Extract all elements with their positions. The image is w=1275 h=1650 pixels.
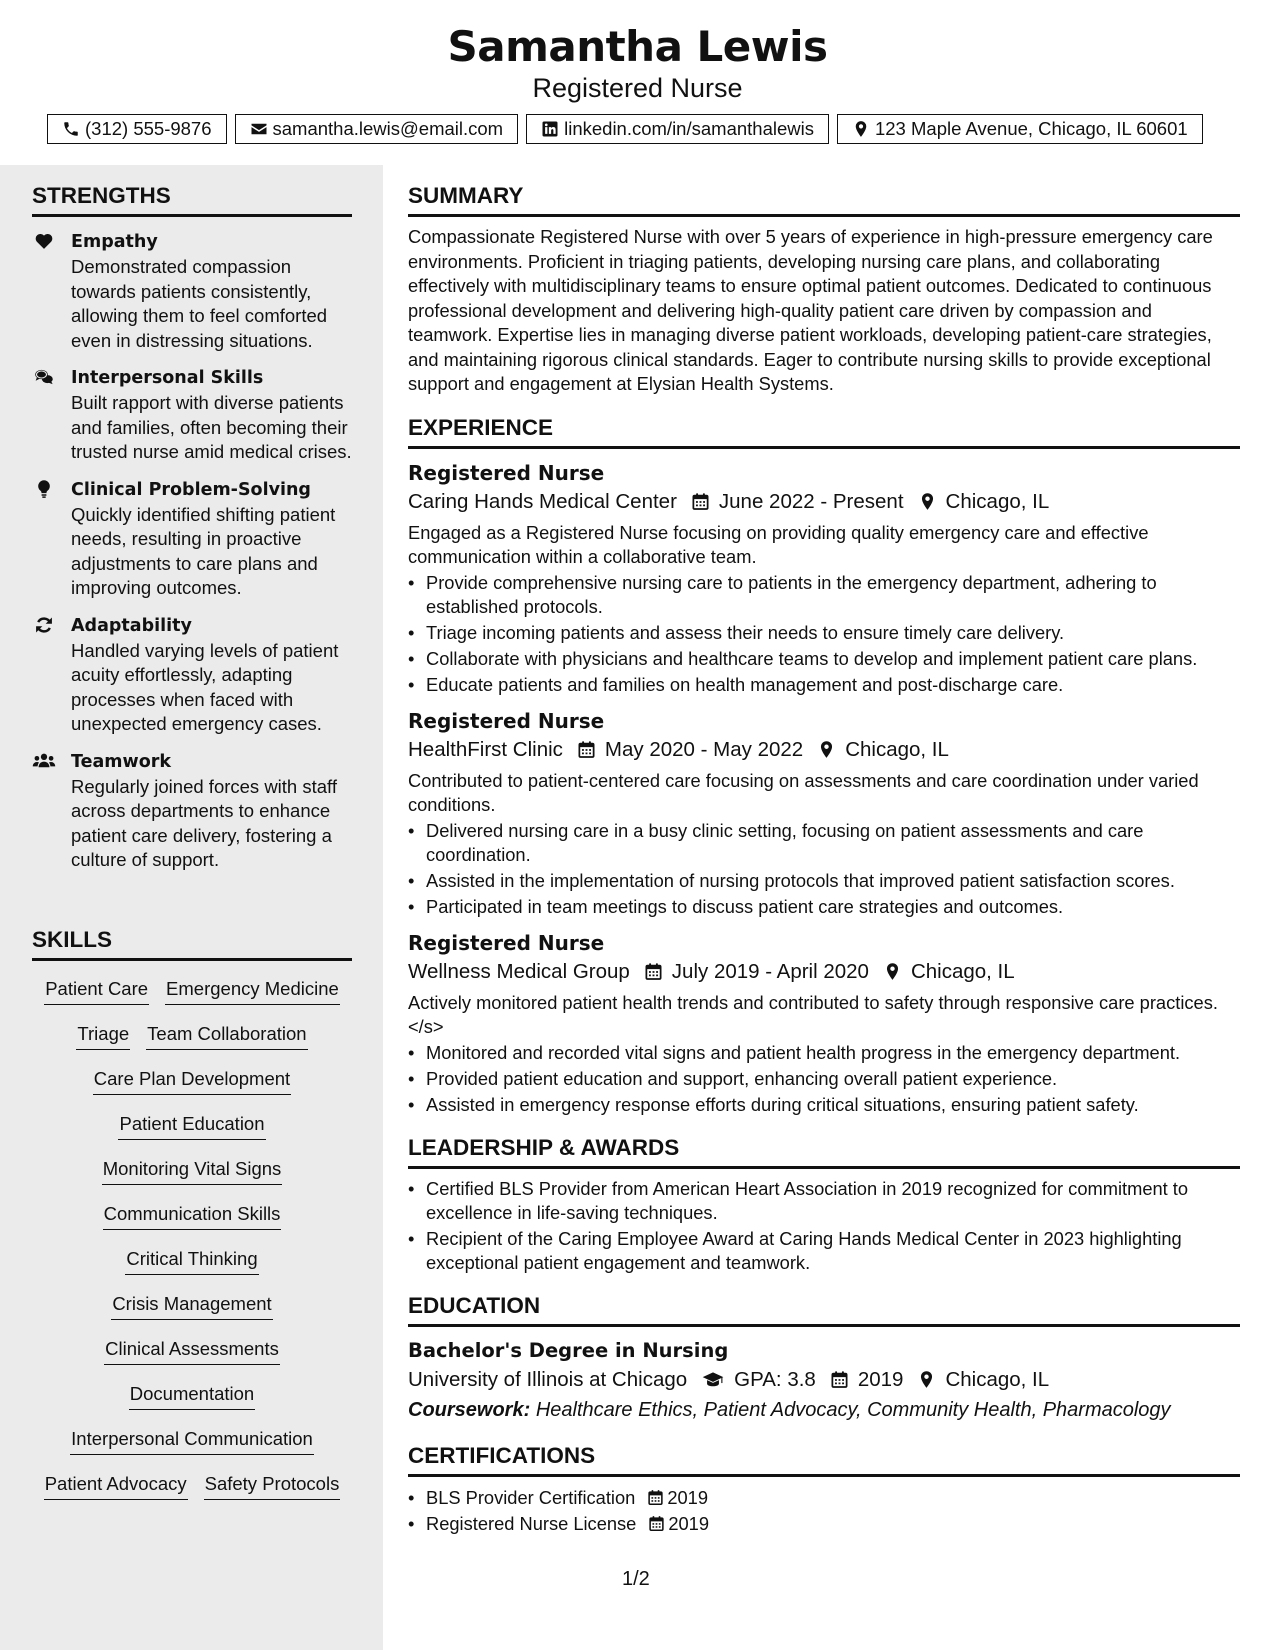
certification-year: 2019	[668, 1512, 710, 1534]
strength-title: Interpersonal Skills	[71, 368, 264, 388]
contact-linkedin-text: linkedin.com/in/samanthalewis	[564, 118, 814, 139]
skill-tag: Care Plan Development	[93, 1065, 291, 1095]
leadership-section	[408, 1135, 1240, 1275]
strengths-title: STRENGTHS	[32, 183, 352, 217]
strengths-section	[32, 183, 352, 873]
list-item: • Educate patients and families on health management and post-discharge care.	[408, 673, 1240, 697]
heart-icon	[32, 231, 56, 251]
skill-tag: Monitoring Vital Signs	[102, 1155, 283, 1185]
coursework	[408, 1395, 1240, 1425]
certification-list	[408, 1485, 1240, 1537]
list-item: • Provided patient education and support, enhancing overall patient experience.	[408, 1067, 1240, 1091]
strength-desc: Demonstrated compassion towards patients consistently, allowing them to feel comforted even in distressing situations.	[71, 256, 328, 351]
job-entry	[408, 707, 1240, 919]
coursework-label: Coursework:	[408, 1398, 531, 1421]
skill-tag: Interpersonal Communication	[70, 1425, 314, 1455]
list-item: • Triage incoming patients and assess their needs to ensure timely care delivery.	[408, 621, 1240, 645]
job-description: Contributed to patient-centered care focusing on assessments and care coordination under varied conditions.	[408, 769, 1199, 815]
skill-tags	[32, 975, 352, 1515]
skill-tag: Communication Skills	[103, 1200, 282, 1230]
strength-item	[32, 365, 352, 465]
calendar-icon	[644, 962, 663, 981]
certification-item	[408, 1485, 1240, 1511]
education-meta	[408, 1365, 1240, 1395]
comments-icon	[32, 367, 56, 387]
job-entry	[408, 459, 1240, 697]
gpa: GPA: 3.8	[734, 1367, 816, 1391]
certifications-title: CERTIFICATIONS	[408, 1443, 1240, 1477]
map-pin-icon	[918, 492, 937, 511]
skills-title: SKILLS	[32, 927, 352, 961]
experience-title: EXPERIENCE	[408, 415, 1240, 449]
envelope-icon	[250, 120, 268, 138]
contact-phone[interactable]	[47, 114, 227, 144]
job-description: Actively monitored patient health trends and contributed to safety through responsive care practices.</s>	[408, 991, 1218, 1037]
job-location: Chicago, IL	[845, 737, 949, 761]
strength-desc: Quickly identified shifting patient needs, resulting in proactive adjustments to care plans and improving outcomes.	[71, 503, 336, 598]
strength-desc: Regularly joined forces with staff across departments to enhance patient care delivery, fostering a culture of support.	[71, 775, 337, 870]
skill-tag: Patient Advocacy	[44, 1470, 188, 1500]
skill-tag: Clinical Assessments	[104, 1335, 280, 1365]
skills-section	[32, 927, 352, 1515]
education-title: EDUCATION	[408, 1293, 1240, 1327]
linkedin-icon	[541, 120, 559, 138]
contact-bar	[47, 114, 1203, 144]
strength-item	[32, 749, 352, 873]
map-pin-icon	[852, 120, 870, 138]
contact-address	[837, 114, 1203, 144]
experience-section	[408, 415, 1240, 1117]
job-title: Registered Nurse	[408, 930, 605, 955]
job-dates: May 2020 - May 2022	[604, 737, 804, 761]
skill-tag: Emergency Medicine	[165, 975, 340, 1005]
skill-tag: Patient Care	[44, 975, 149, 1005]
skill-tag: Patient Education	[118, 1110, 265, 1140]
graduation-year: 2019	[857, 1367, 904, 1391]
map-pin-icon	[883, 962, 902, 981]
degree-title: Bachelor's Degree in Nursing	[408, 1338, 729, 1362]
job-location: Chicago, IL	[910, 959, 1015, 983]
list-item: • Provide comprehensive nursing care to patients in the emergency department, adhering to established protocols.	[408, 571, 1240, 619]
strength-title: Teamwork	[71, 751, 171, 772]
job-bullets	[408, 1041, 1240, 1117]
certification-name: • BLS Provider Certification	[426, 1486, 636, 1508]
calendar-icon	[647, 1489, 664, 1506]
strength-title: Clinical Problem-Solving	[71, 479, 311, 500]
strength-desc: Handled varying levels of patient acuity effortlessly, adapting processes when faced with unexpected emergency cases.	[71, 639, 339, 734]
sidebar	[0, 165, 383, 1650]
list-item: • Certified BLS Provider from American Heart Association in 2019 recognized for commitment to excellence in life-saving techniques.	[408, 1177, 1240, 1225]
job-bullets	[408, 571, 1240, 697]
school-name: University of Illinois at Chicago	[408, 1367, 688, 1391]
resume-header	[0, 0, 1275, 165]
leadership-bullets	[408, 1177, 1240, 1275]
strength-item	[32, 613, 352, 737]
certification-name: • Registered Nurse License	[426, 1512, 637, 1534]
job-description: Engaged as a Registered Nurse focusing on providing quality emergency care and effective communication within a collaborative team.	[408, 521, 1149, 567]
job-meta	[408, 487, 1240, 517]
job-title: Registered Nurse	[408, 708, 605, 733]
contact-address-text: 123 Maple Avenue, Chicago, IL 60601	[874, 118, 1188, 139]
skill-tag: Critical Thinking	[125, 1245, 258, 1275]
calendar-icon	[577, 740, 596, 759]
contact-email-text: samantha.lewis@email.com	[272, 118, 504, 139]
leadership-title: LEADERSHIP & AWARDS	[408, 1135, 1240, 1169]
job-dates: June 2022 - Present	[718, 489, 904, 513]
job-entry	[408, 929, 1240, 1117]
skill-tag: Crisis Management	[111, 1290, 272, 1320]
contact-linkedin[interactable]	[526, 114, 829, 144]
summary-text: Compassionate Registered Nurse with over 5 years of experience in high-pressure emergency care environments. Proficient in triaging patients, developing nursing care plans, and collaborating effectively with multidisciplinary teams to ensure optimal patient outcomes. Dedicated to continuous professional development and delivering high-quality patient care driven by compassion and teamwork. Expertise lies in managing diverse patient workloads, developing patient-care strategies, and maintaining rigorous clinical standards. Eager to contribute nursing skills to provide exceptional support and engagement at Elysian Health Systems.	[408, 226, 1213, 394]
list-item: • Recipient of the Caring Employee Award at Caring Hands Medical Center in 2023 highlighting exceptional patient engagement and teamwork.	[408, 1227, 1240, 1275]
job-company: HealthFirst Clinic	[408, 737, 563, 761]
school-location: Chicago, IL	[945, 1367, 1050, 1391]
job-title: Registered Nurse	[408, 460, 605, 485]
map-pin-icon	[917, 1370, 936, 1389]
candidate-name: Samantha Lewis	[447, 22, 828, 71]
coursework-list: Healthcare Ethics, Patient Advocacy, Community Health, Pharmacology	[535, 1398, 1171, 1421]
strength-title: Empathy	[71, 232, 158, 252]
list-item: • Delivered nursing care in a busy clinic setting, focusing on patient assessments and care coordination.	[408, 819, 1240, 867]
skill-tag: Safety Protocols	[204, 1470, 341, 1500]
strength-desc: Built rapport with diverse patients and families, often becoming their trusted nurse amid medical crises.	[71, 392, 352, 462]
job-company: Wellness Medical Group	[408, 959, 630, 983]
skill-tag: Team Collaboration	[146, 1020, 307, 1050]
list-item: • Assisted in emergency response efforts during critical situations, ensuring patient safety.	[408, 1093, 1240, 1117]
education-section	[408, 1293, 1240, 1425]
contact-email[interactable]	[235, 114, 519, 144]
calendar-icon	[691, 492, 710, 511]
strength-title: Adaptability	[71, 615, 192, 636]
skill-tag: Documentation	[129, 1380, 255, 1410]
users-icon	[32, 751, 56, 771]
job-company: Caring Hands Medical Center	[408, 489, 677, 513]
strength-item	[32, 229, 352, 353]
job-dates: July 2019 - April 2020	[671, 959, 869, 983]
certifications-section	[408, 1443, 1240, 1537]
job-meta	[408, 735, 1240, 765]
phone-icon	[62, 120, 80, 138]
job-meta	[408, 957, 1240, 987]
certification-year: 2019	[667, 1486, 708, 1508]
summary-section	[408, 183, 1240, 397]
calendar-icon	[648, 1515, 665, 1532]
contact-phone-text: (312) 555-9876	[85, 118, 212, 139]
lightbulb-icon	[32, 479, 56, 499]
list-item: • Participated in team meetings to discuss patient care strategies and outcomes.	[408, 895, 1240, 919]
certification-item	[408, 1511, 1240, 1537]
summary-title: SUMMARY	[408, 183, 1240, 217]
calendar-icon	[830, 1370, 849, 1389]
strength-item	[32, 477, 352, 601]
list-item: • Monitored and recorded vital signs and patient health progress in the emergency department.	[408, 1041, 1240, 1065]
skill-tag: Triage	[76, 1020, 130, 1050]
sync-icon	[32, 615, 56, 635]
graduation-cap-icon	[701, 1370, 725, 1389]
list-item: • Collaborate with physicians and healthcare teams to develop and implement patient care plans.	[408, 647, 1240, 671]
list-item: • Assisted in the implementation of nursing protocols that improved patient satisfaction scores.	[408, 869, 1240, 893]
main-content	[408, 165, 1240, 1537]
page-number: 1/2	[622, 1568, 650, 1590]
candidate-role: Registered Nurse	[532, 73, 743, 103]
job-location: Chicago, IL	[945, 489, 1050, 513]
map-pin-icon	[817, 740, 836, 759]
job-bullets	[408, 819, 1240, 919]
